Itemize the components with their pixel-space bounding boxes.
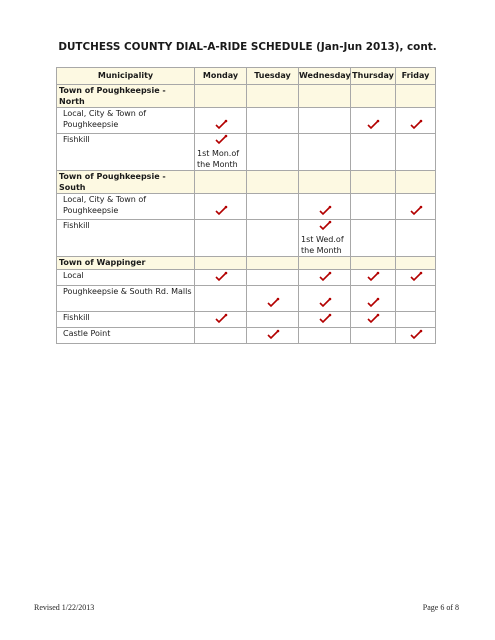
header-wednesday: Wednesday: [299, 68, 351, 85]
header-friday: Friday: [396, 68, 436, 85]
section-cell: [396, 171, 436, 194]
day-cell-note: [299, 220, 351, 257]
checkmark-icon: [214, 119, 228, 130]
municipality-name: Local: [57, 270, 195, 286]
checkmark-icon: [266, 297, 280, 308]
header-tuesday: Tuesday: [247, 68, 299, 85]
section-cell: [195, 257, 247, 270]
day-cell-empty: [195, 328, 247, 344]
schedule-note: 1st Wed.of the Month: [301, 235, 344, 255]
checkmark-icon: [318, 297, 332, 308]
checkmark-icon: [318, 271, 332, 282]
day-cell-checked: [299, 312, 351, 328]
day-cell-checked: [351, 312, 396, 328]
day-cell-empty: [247, 312, 299, 328]
header-municipality: Municipality: [57, 68, 195, 85]
section-title: Town of Wappinger: [57, 257, 195, 270]
section-cell: [247, 85, 299, 108]
day-cell-empty: [247, 194, 299, 220]
section-row: [57, 85, 436, 108]
day-cell-empty: [299, 108, 351, 134]
day-cell-checked: [195, 270, 247, 286]
table-row: [57, 270, 436, 286]
day-cell-note: [195, 134, 247, 171]
day-cell-empty: [351, 194, 396, 220]
table-row: [57, 220, 436, 257]
section-cell: [351, 171, 396, 194]
day-cell-empty: [247, 108, 299, 134]
day-cell-checked: [351, 270, 396, 286]
section-cell: [195, 85, 247, 108]
checkmark-icon: [318, 205, 332, 216]
header-row: [57, 68, 436, 85]
day-cell-empty: [299, 328, 351, 344]
municipality-name: Local, City & Town of Poughkeepsie: [57, 194, 195, 220]
day-cell-empty: [396, 134, 436, 171]
section-row: [57, 257, 436, 270]
checkmark-icon: [366, 119, 380, 130]
schedule-table: [56, 67, 436, 344]
day-cell-empty: [247, 220, 299, 257]
day-cell-checked: [247, 286, 299, 312]
checkmark-icon: [214, 271, 228, 282]
day-cell-checked: [195, 312, 247, 328]
day-cell-checked: [351, 108, 396, 134]
section-cell: [247, 257, 299, 270]
section-title: Town of Poughkeepsie - South: [57, 171, 195, 194]
checkmark-icon: [409, 271, 423, 282]
page-title: DUTCHESS COUNTY DIAL-A-RIDE SCHEDULE (Jan-Jun 2013), cont.: [58, 41, 437, 53]
section-cell: [247, 171, 299, 194]
header-thursday: Thursday: [351, 68, 396, 85]
section-title: Town of Poughkeepsie - North: [57, 85, 195, 108]
section-cell: [396, 257, 436, 270]
municipality-name: Fishkill: [57, 134, 195, 171]
header-monday: Monday: [195, 68, 247, 85]
day-cell-checked: [195, 194, 247, 220]
day-cell-empty: [396, 220, 436, 257]
municipality-name: Poughkeepsie & South Rd. Malls: [57, 286, 195, 312]
checkmark-icon: [214, 134, 228, 145]
section-cell: [299, 171, 351, 194]
table-row: [57, 328, 436, 344]
checkmark-icon: [409, 119, 423, 130]
day-cell-empty: [299, 134, 351, 171]
checkmark-icon: [366, 313, 380, 324]
page-number: Page 6 of 8: [422, 603, 459, 612]
municipality-name: Castle Point: [57, 328, 195, 344]
table-row: [57, 108, 436, 134]
section-row: [57, 171, 436, 194]
day-cell-checked: [351, 286, 396, 312]
schedule-note: 1st Mon.of the Month: [197, 149, 240, 169]
day-cell-empty: [195, 286, 247, 312]
section-cell: [351, 85, 396, 108]
checkmark-icon: [409, 205, 423, 216]
day-cell-checked: [396, 194, 436, 220]
day-cell-empty: [247, 270, 299, 286]
checkmark-icon: [214, 205, 228, 216]
municipality-name: Local, City & Town of Poughkeepsie: [57, 108, 195, 134]
checkmark-icon: [214, 313, 228, 324]
table-row: [57, 134, 436, 171]
section-cell: [396, 85, 436, 108]
checkmark-icon: [366, 297, 380, 308]
section-cell: [299, 85, 351, 108]
day-cell-empty: [396, 286, 436, 312]
day-cell-empty: [351, 134, 396, 171]
day-cell-checked: [247, 328, 299, 344]
day-cell-empty: [396, 312, 436, 328]
table-row: [57, 286, 436, 312]
checkmark-icon: [318, 313, 332, 324]
day-cell-checked: [195, 108, 247, 134]
schedule-body: [57, 85, 436, 344]
day-cell-checked: [299, 194, 351, 220]
day-cell-empty: [247, 134, 299, 171]
day-cell-empty: [351, 220, 396, 257]
day-cell-empty: [195, 220, 247, 257]
section-cell: [299, 257, 351, 270]
checkmark-icon: [318, 220, 332, 231]
day-cell-checked: [396, 328, 436, 344]
day-cell-empty: [351, 328, 396, 344]
checkmark-icon: [366, 271, 380, 282]
section-cell: [195, 171, 247, 194]
municipality-name: Fishkill: [57, 220, 195, 257]
checkmark-icon: [409, 329, 423, 340]
revised-date: Revised 1/22/2013: [34, 603, 95, 612]
checkmark-icon: [266, 329, 280, 340]
municipality-name: Fishkill: [57, 312, 195, 328]
day-cell-checked: [396, 108, 436, 134]
table-row: [57, 194, 436, 220]
day-cell-checked: [299, 286, 351, 312]
day-cell-checked: [299, 270, 351, 286]
day-cell-checked: [396, 270, 436, 286]
table-row: [57, 312, 436, 328]
section-cell: [351, 257, 396, 270]
